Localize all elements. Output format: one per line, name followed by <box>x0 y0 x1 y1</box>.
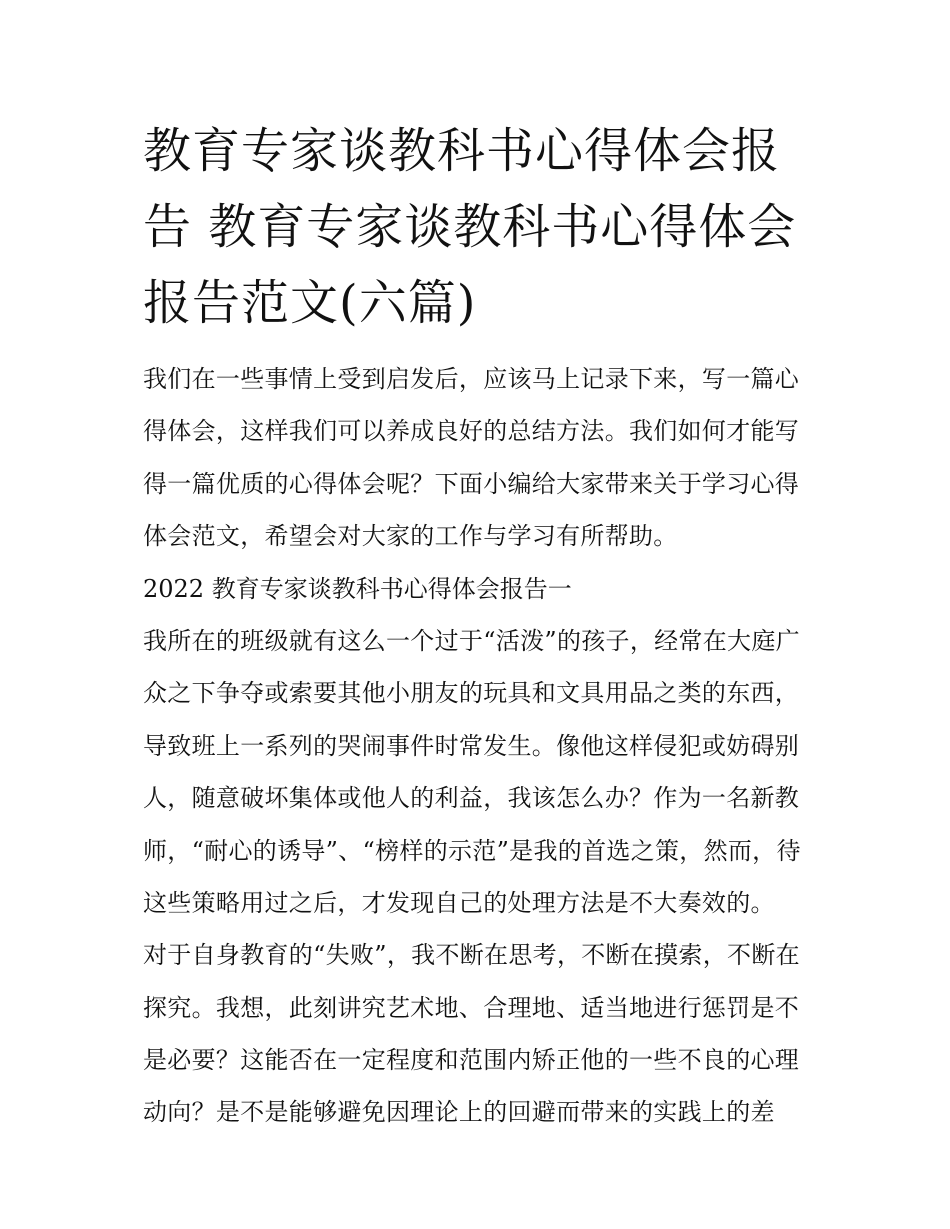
intro-line-1: 我们在一些事情上受到启发后，应该马上记录下来，写一篇心 <box>143 365 800 393</box>
title-line-3: 报告范文(六篇) <box>143 275 477 331</box>
paragraph-2-line-3: 是必要？这能否在一定程度和范围内矫正他的一些不良的心理 <box>143 1046 800 1075</box>
paragraph-1-line-4: 人，随意破坏集体或他人的利益，我该怎么办？作为一名新教 <box>143 784 800 813</box>
section-heading: 2022 教育专家谈教科书心得体会报告一 <box>143 574 572 603</box>
paragraph-1-line-1: 我所在的班级就有这么一个过于“活泼”的孩子，经常在大庭广 <box>143 626 800 655</box>
title-line-2: 告 教育专家谈教科书心得体会 <box>143 199 797 255</box>
paragraph-2-line-1: 对于自身教育的“失败”，我不断在思考，不断在摸索，不断在 <box>143 941 800 970</box>
paragraph-2-line-2: 探究。我想，此刻讲究艺术地、合理地、适当地进行惩罚是不 <box>143 993 800 1022</box>
paragraph-1-line-3: 导致班上一系列的哭闹事件时常发生。像他这样侵犯或妨碍别 <box>143 731 800 760</box>
paragraph-1-line-2: 众之下争夺或索要其他小朋友的玩具和文具用品之类的东西， <box>143 679 800 708</box>
intro-line-3: 得一篇优质的心得体会呢？下面小编给大家带来关于学习心得 <box>143 469 800 498</box>
document-title <box>143 113 823 341</box>
paragraph-1-line-6: 这些策略用过之后，才发现自己的处理方法是不大奏效的。 <box>143 888 775 917</box>
paragraph-1-line-5: 师，“耐心的诱导”、“榜样的示范”是我的首选之策，然而，待 <box>143 836 801 865</box>
intro-line-4: 体会范文，希望会对大家的工作与学习有所帮助。 <box>143 522 678 551</box>
title-line-1: 教育专家谈教科书心得体会报 <box>143 123 781 179</box>
paragraph-2-line-4: 动向？是不是能够避免因理论上的回避而带来的实践上的差 <box>143 1098 775 1127</box>
document-body <box>143 361 823 1147</box>
intro-line-2: 得体会，这样我们可以养成良好的总结方法。我们如何才能写 <box>143 417 800 446</box>
